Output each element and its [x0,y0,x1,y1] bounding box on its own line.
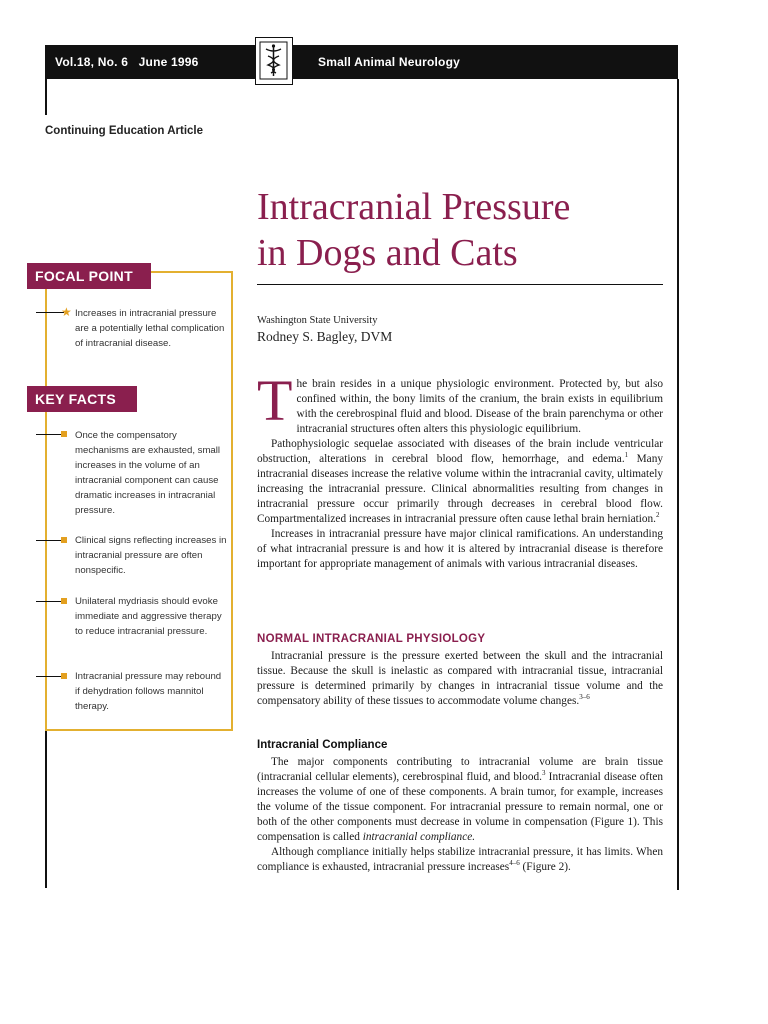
title-line-2: in Dogs and Cats [257,232,518,274]
focal-item: Increases in intracranial pressure are a potentially lethal complication of intracranial disease. [75,308,225,349]
intro-section [257,368,663,572]
fact-tick [36,434,62,435]
star-icon: ★ [61,305,72,319]
key-fact-item: Once the compensatory mechanisms are exhausted, small increases in the volume of an intracranial component can cause dramatic increases in intracranial pressure. [75,430,221,516]
square-bullet-icon [61,673,67,679]
section-heading: NORMAL INTRACRANIAL PHYSIOLOGY [257,633,486,645]
key-fact-item: Unilateral mydriasis should evoke immediate and aggressive therapy to reduce intracranial pressure. [75,596,222,637]
paragraph: Pathophysiologic sequelae associated with diseases of the brain include ventricular obstruction, alterations in cerebral blood flow, hemorrhage, and edema.$^1$ Many intracranial diseases increase the relative volume within the intracranial cavity, ultimately increasing the intracranial pressure. Clinical abnormalities resulting from changes in intracranial pressure occur primarily through decreases in cerebral blood flow. Compartmentalized increases in intracranial pressure often cause lethal brain herniation.$^2$ [257,438,663,525]
square-bullet-icon [61,537,67,543]
physiology-section [257,649,663,709]
ce-label: Continuing Education Article [45,125,204,137]
right-rule [677,79,679,890]
key-fact-item: Intracranial pressure may rebound if dehydration follows mannitol therapy. [75,671,222,712]
key-fact-item: Clinical signs reflecting increases in intracranial pressure are often nonspecific. [75,535,227,576]
subsection-heading: Intracranial Compliance [257,739,388,751]
paragraph: The major components contributing to intracranial volume are brain tissue (intracranial cellular elements), cerebrospinal fluid, and blood.$^3$ Intracranial disease often increases the volume of one of these components. A brain tumor, for example, increases the volume of the tissue component. For intracranial pressure to remain normal, one or both of the other components must decrease in volume in compensation (Figure 1). This compensation is called intracranial compliance. [257,756,663,843]
paragraph: The brain resides in a unique physiologic environment. Protected by, but also confined within, the bony limits of the cranium, the brain exists in equilibrium with the cerebrospinal fluid and blood. Disease of the brain parenchyma or other intracranial structures often alters this physiologic equilibrium. [257,368,663,435]
paragraph: Although compliance initially helps stabilize intracranial pressure, it has limits. When compliance is exhausted, intracranial pressure increases$^{4-6}$ (Figure 2). [257,846,663,873]
fact-tick [36,540,62,541]
caduceus-icon [255,37,293,85]
square-bullet-icon [61,431,67,437]
section-name: Small Animal Neurology [318,55,460,69]
paragraph: Increases in intracranial pressure have major clinical ramifications. An understanding of what intracranial pressure is and how it is altered by intracranial disease is therefore important for appropriate management of animals with various intracranial diseases. [257,528,663,570]
drop-cap: T [257,368,293,433]
affiliation: Washington State University [257,315,378,326]
fact-tick [36,676,62,677]
compliance-section [257,755,663,875]
paragraph: Intracranial pressure is the pressure exerted between the skull and the intracranial tissue. Because the skull is inelastic as compared with intracranial tissue, intracranial pressure is determined primarily by changes in intracranial tissue volume and the compensatory ability of these tissues to accommodate volume changes.$^{3-6}$ [257,650,663,707]
title-line-1: Intracranial Pressure [257,186,571,228]
author: Rodney S. Bagley, DVM [257,329,393,344]
key-facts-heading: KEY FACTS [27,386,137,412]
focal-point-heading: FOCAL POINT [27,263,151,289]
article-title [257,184,677,276]
square-bullet-icon [61,598,67,604]
focal-tick [36,312,64,313]
left-rule-bottom [45,731,47,888]
fact-tick [36,601,62,602]
title-rule [257,284,663,285]
left-rule-top [45,79,47,115]
issue-info: Vol.18, No. 6 June 1996 [55,55,199,69]
